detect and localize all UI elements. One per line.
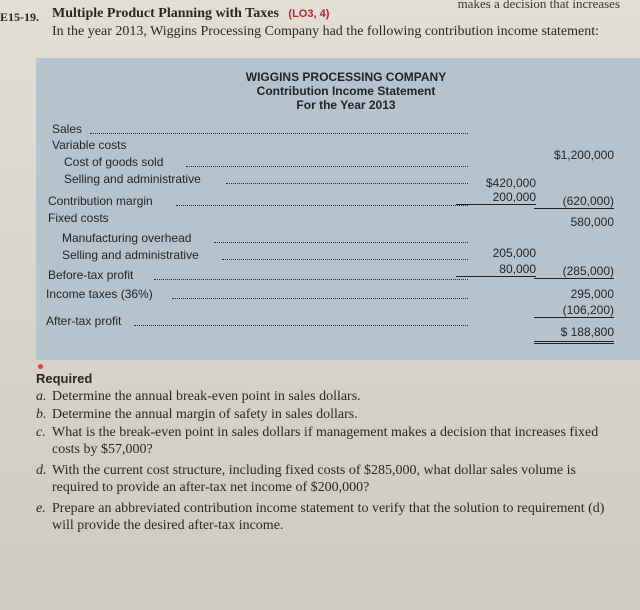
row-label: Fixed costs [48,211,109,225]
row-label: Contribution margin [48,194,153,208]
statement-heading [226,70,466,112]
row-label: Selling and administrative [64,172,201,186]
row-total: $1,200,000 [553,148,614,162]
requirement-item [36,500,626,534]
requirement-text: Determine the annual margin of safety in sales dollars. [52,407,358,422]
row-label: Before-tax profit [48,268,134,282]
requirement-item [36,388,626,405]
income-statement [36,58,640,360]
row-label: Variable costs [52,138,127,152]
dot-leader [90,122,468,134]
requirement-item [36,462,626,496]
requirement-letter: c. [36,425,46,440]
requirement-letter: a. [36,389,47,404]
requirement-text: Prepare an abbreviated contribution income statement to verify that the solution to requirement (d) will provide the desired after-tax income. [52,501,605,533]
dot-leader [226,172,468,184]
row-amount: 80,000 [456,262,536,277]
row-label: Sales [52,122,83,136]
company-name: WIGGINS PROCESSING COMPANY [245,70,447,84]
row-label: Cost of goods sold [64,155,164,169]
row-total: (620,000) [534,194,614,209]
row-label: Manufacturing overhead [62,231,192,245]
requirement-letter: d. [36,463,47,478]
row-label: Income taxes (36%) [46,287,153,301]
exercise-title [52,6,329,22]
row-total: 580,000 [570,215,614,229]
previous-text-fragment: makes a decision that increases [457,0,620,11]
statement-row [36,231,636,247]
statement-row [36,155,636,171]
dot-leader [154,268,468,280]
row-label: Selling and administrative [62,248,199,262]
statement-row [36,325,636,341]
requirement-letter: b. [36,407,47,422]
requirement-item [36,424,626,458]
requirement-text: What is the break-even point in sales dollars if management makes a decision that increases fixed costs by $57,000? [52,425,599,457]
requirement-text: Determine the annual break-even point in sales dollars. [52,389,361,404]
row-label: After-tax profit [46,314,122,328]
statement-row [36,262,636,284]
row-total: 295,000 [570,287,614,301]
row-amount: $420,000 [485,176,536,190]
bullet-marker [38,364,43,369]
statement-row [36,122,636,138]
statement-row [36,190,636,210]
statement-title: Contribution Income Statement [256,84,436,98]
requirement-text: With the current cost structure, including fixed costs of $285,000, what dollar sales volume is required to provide an after-tax net income of $200,000? [52,463,576,495]
requirement-item [36,406,626,423]
statement-row [36,211,636,227]
required-heading: Required [36,371,93,386]
statement-period: For the Year 2013 [296,98,396,112]
row-amount: 200,000 [456,190,536,205]
statement-row [36,287,636,303]
exercise-number: E15-19. [0,10,39,24]
net-income-total: $ 188,800 [534,325,614,344]
learning-objectives: (LO3, 4) [288,8,330,20]
exercise-intro: In the year 2013, Wiggins Processing Company had the following contribution income statement: [52,24,600,39]
row-total: (106,200) [534,303,614,318]
statement-row [36,248,636,264]
requirement-letter: e. [36,501,46,516]
exercise-title-text: Multiple Product Planning with Taxes [52,6,279,21]
dot-leader [186,155,468,167]
dot-leader [214,231,468,243]
row-amount: 205,000 [492,246,536,260]
dot-leader [222,248,468,260]
row-total: (285,000) [534,264,614,279]
dot-leader [176,194,468,206]
dot-leader [172,287,468,299]
statement-row [36,172,636,188]
